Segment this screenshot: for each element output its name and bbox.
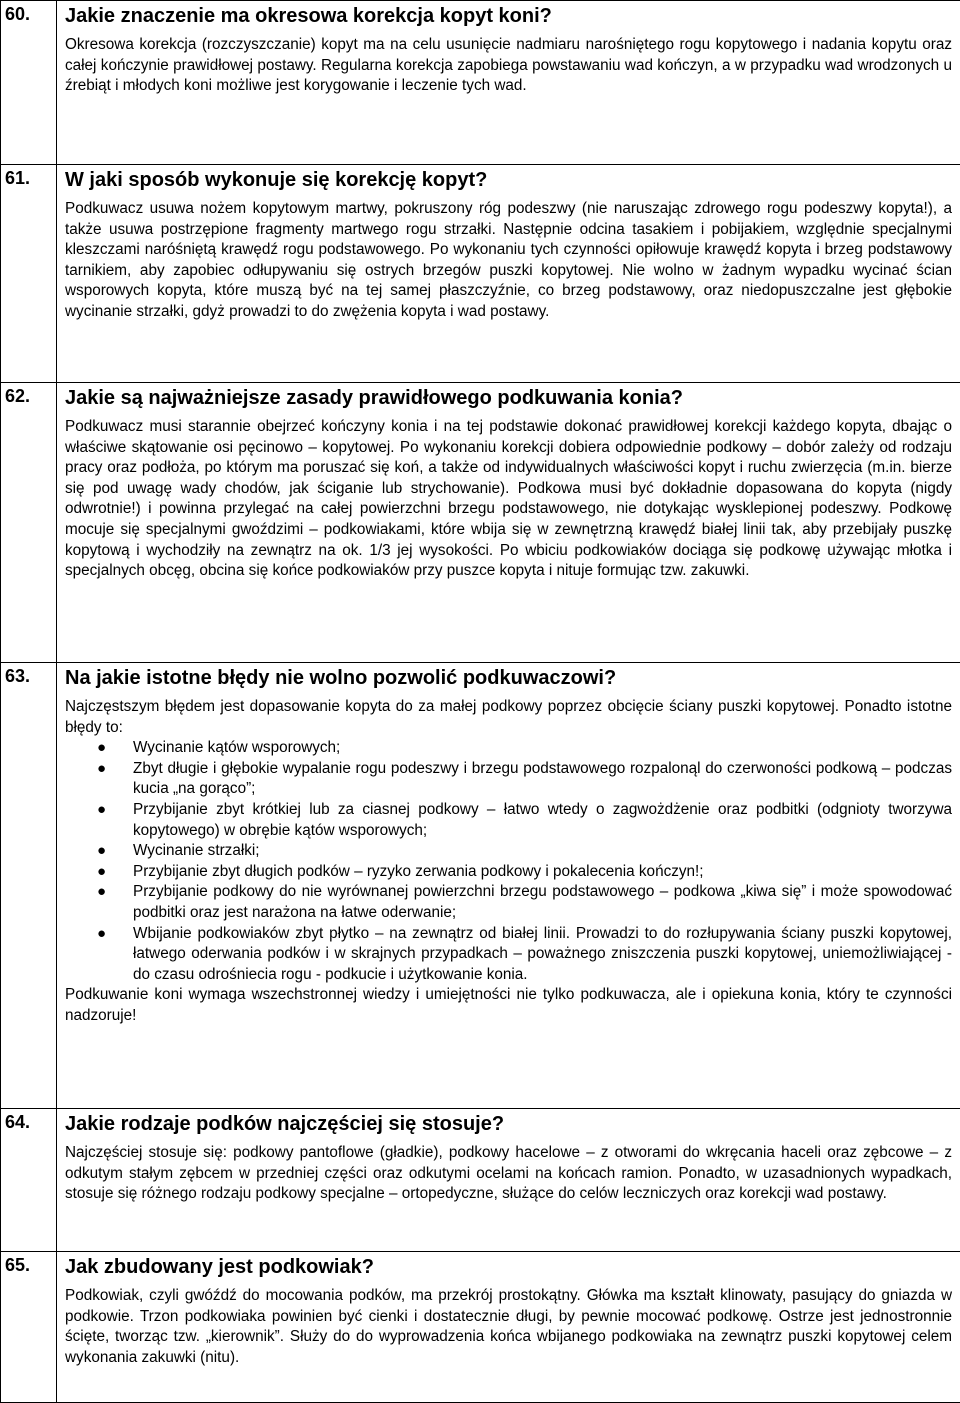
question-number: 65. [1, 1252, 57, 1403]
answer-text: Okresowa korekcja (rozczyszczanie) kopyt ma na celu usunięcie nadmiaru narośniętego rogu kopytowego i nadania kopytu oraz całej kończynie prawidłowej postawy. Regularna korekcja zapobiega powstawaniu wad kończyn, a w przypadku wad wrodzonych u źrebiąt i młodych koni możliwe jest korygowanie i leczenie tych wad. [65, 36, 952, 95]
question-heading: Jakie są najważniejsze zasady prawidłowego podkuwania konia? [65, 387, 683, 409]
question-number: 60. [1, 1, 57, 165]
qa-cell [57, 663, 960, 1109]
question-number: 63. [1, 663, 57, 1109]
answer-text: Najczęściej stosuje się: podkowy pantoflowe (gładkie), podkowy hacelowe – z otworami do wkręcania haceli oraz zębcowe – z odkutym stałym zębcem w przedniej części oraz odkutymi ocelami na końcach ramion. Ponadto, w uzasadnionych wypadkach, stosuje się różnego rodzaju podkowy specjalne – ortopedyczne, służące do celów leczniczych oraz korekcji wad postawy. [65, 1144, 952, 1203]
answer-text: Podkowiak, czyli gwóźdź do mocowania podków, ma przekrój prostokątny. Główka ma kształt klinowaty, pasujący do gniazda w podkowie. Trzon podkowiaka powinien być cienki i dostatecznie długi, by pewnie mocować podkowę. Ostrze jest jednostronnie ścięte, tworząc tzw. „kierownik”. Służy do do wyprowadzenia końca wbijanego podkowiaka na zewnątrz puszki kopytowej celem wykonania zakuwki (nitu). [65, 1287, 952, 1366]
question-heading: Na jakie istotne błędy nie wolno pozwolić podkuwaczowi? [65, 667, 617, 689]
qa-row-63 [1, 663, 960, 1109]
list-item: ● Przybijanie podkowy do nie wyrównanej powierzchni brzegu podstawowego – podkowa „kiwa się” i może spowodować podbitki oraz jest narażona na łatwe oderwanie; [97, 883, 952, 921]
bullet-icon: ● [97, 759, 107, 777]
qa-cell [57, 1109, 960, 1252]
question-number: 62. [1, 383, 57, 663]
bullet-icon: ● [97, 800, 107, 818]
list-item: ● Wycinanie strzałki; [133, 841, 952, 862]
error-list [65, 738, 952, 985]
list-item: ● Wbijanie podkowiaków zbyt płytko – na zewnątrz od białej linii. Prowadzi to do rozłupywania ściany puszki kopytowej, łatwego oderwania podków i w skrajnych przypadkach – poważnego zniszczenia puszki kopytowej, uniemożliwiającej - do czasu odrośniecia rogu - podkucie i użytkowanie konia. [97, 924, 952, 983]
qa-row-60 [1, 1, 960, 165]
list-item: ● Wycinanie kątów wsporowych; [133, 738, 952, 759]
qa-row-64 [1, 1109, 960, 1252]
question-number: 61. [1, 165, 57, 383]
list-item: ● Przybijanie zbyt długich podków – ryzyko zerwania podkowy i pokalecenia kończyn!; [133, 862, 952, 883]
answer-text: Podkuwacz musi starannie obejrzeć kończyny konia i na tej podstawie dokonać prawidłowej korekcji każdego kopyta, dbając o właściwe skątowanie osi pęcinowo – kopytowej. Po wykonaniu korekcji dobiera odpowiednie podkowy – dobór zależy od rodzaju pracy oraz podłoża, po którym ma poruszać się koń, a także od indywidualnych właściwości kopyt i ruchu zwierzęcia (m.in. bierze się pod uwagę wady chodów, jak ściganie lub strychowanie). Podkowa musi być dokładnie dopasowana do kopyta (nigdy odwrotnie!) i powinna przylegać na całej powierzchni brzegu podstawowego, nie dotykając wysklepionej podeszwy. Podkowę mocuje się specjalnymi gwoździmi – podkowiakami, które wbija się w zewnętrzną krawędź białej linii tak, aby przebijały puszkę kopytową i wychodziły na zewnątrz na ok. 1/3 jej wysokości. Po wbiciu podkowiaków dociąga się podkowę używając młotka i specjalnych obcęg, obcina się końce podkowiaków przy puszce kopyta i nituje formując tzw. zakuwki. [65, 418, 952, 580]
bullet-icon: ● [97, 862, 107, 880]
question-heading: Jakie rodzaje podków najczęściej się stosuje? [65, 1113, 505, 1135]
qa-cell [57, 165, 960, 383]
bullet-icon: ● [97, 883, 107, 901]
list-item: ● Zbyt długie i głębokie wypalanie rogu podeszwy i brzegu podstawowego rozpalonąl do czerwoności podkową – podczas kucia „na gorąco”; [97, 759, 952, 798]
qa-row-62 [1, 383, 960, 663]
question-heading: W jaki sposób wykonuje się korekcję kopyt? [65, 169, 488, 191]
answer-text: Podkuwacz usuwa nożem kopytowym martwy, pokruszony róg podeszwy (nie naruszając zdrowego rogu podeszwy kopyta!), a także usuwa postrzępione fragmenty martwego rogu strzałki. Następnie odcina tasakiem i pobijakiem, względnie specjalnymi kleszczami naróśniętą krawędź rogu podstawowego. Po wykonaniu tych czynności opiłowuje krawędź kopyta i brzeg podstawowy tarnikiem, aby zapobiec odłupywaniu się ostrych brzegów puszki kopytowej. Nie wolno w żadnym wypadku wycinać ścian wsporowych kopyta, które muszą być na tej samej płaszczyźnie, co brzeg podstawowy, oraz niedopuszczalne jest głębokie wycinanie strzałki, gdyż prowadzi to do zwężenia kopyta i wad postawy. [65, 200, 952, 320]
bullet-icon: ● [97, 924, 107, 942]
question-heading: Jak zbudowany jest podkowiak? [65, 1256, 374, 1278]
qa-cell [57, 1, 960, 165]
bullet-icon: ● [97, 842, 107, 860]
qa-row-61 [1, 165, 960, 383]
list-item: ● Przybijanie zbyt krótkiej lub za ciasnej podkowy – łatwo wtedy o zagwożdżenie oraz podbitki (odgnioty tworzywa kopytowego) w obrębie kątów wsporowych; [97, 800, 952, 839]
answer-outro: Podkuwanie koni wymaga wszechstronnej wiedzy i umiejętności nie tylko podkuwacza, ale i opiekuna konia, który te czynności nadzoruje! [65, 986, 952, 1024]
bullet-icon: ● [97, 739, 107, 757]
question-number: 64. [1, 1109, 57, 1252]
answer-intro: Najczęstszym błędem jest dopasowanie kopyta do za małej podkowy poprzez obcięcie ściany puszki kopytowej. Ponadto istotne błędy to: [65, 698, 952, 736]
qa-cell [57, 383, 960, 663]
question-heading: Jakie znaczenie ma okresowa korekcja kopyt koni? [65, 5, 552, 27]
qa-row-65 [1, 1252, 960, 1403]
qa-cell [57, 1252, 960, 1403]
